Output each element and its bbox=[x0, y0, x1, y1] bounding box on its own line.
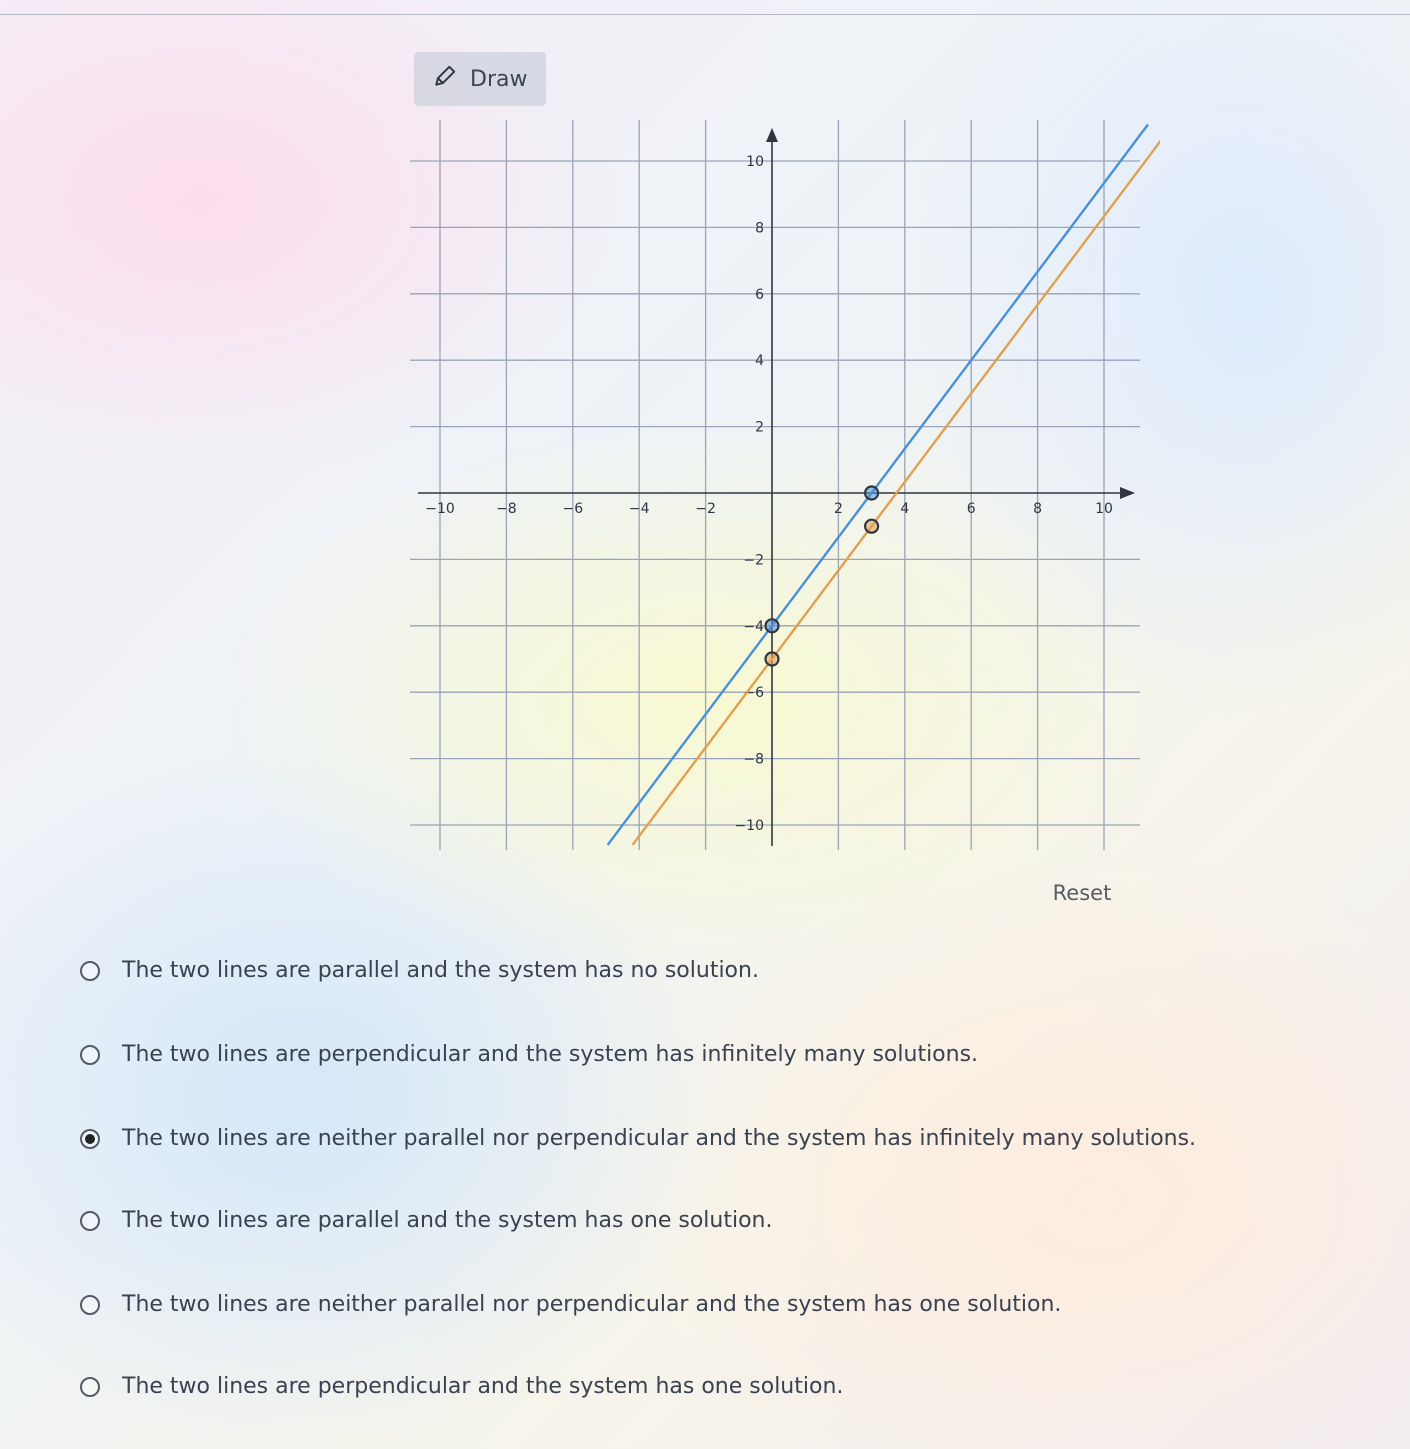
x-tick-label: 2 bbox=[833, 501, 843, 517]
axes bbox=[418, 128, 1135, 846]
x-tick-label: −4 bbox=[628, 501, 650, 517]
option-4[interactable] bbox=[80, 1208, 772, 1233]
reset-button[interactable]: Reset bbox=[1052, 881, 1112, 905]
option-6[interactable] bbox=[80, 1374, 843, 1399]
option-label: The two lines are neither parallel nor perpendicular and the system has infinitely many solutions. bbox=[122, 1126, 1197, 1151]
draw-button-label: Draw bbox=[470, 66, 528, 92]
y-axis-arrow bbox=[766, 128, 778, 142]
x-tick-label: −10 bbox=[425, 501, 455, 517]
option-1[interactable] bbox=[80, 958, 759, 983]
x-tick-label: 4 bbox=[900, 501, 910, 517]
line-point-handle[interactable] bbox=[766, 619, 779, 632]
line-point-handle[interactable] bbox=[865, 520, 878, 533]
y-tick-label: −4 bbox=[743, 618, 764, 635]
coordinate-graph[interactable] bbox=[400, 110, 1160, 860]
x-tick-label: −8 bbox=[496, 501, 517, 517]
graphed-line-2 bbox=[633, 124, 1160, 844]
graphed-lines bbox=[608, 124, 1160, 844]
draw-button[interactable] bbox=[414, 52, 546, 106]
x-tick-label: 8 bbox=[1033, 501, 1043, 517]
y-tick-label: 10 bbox=[746, 154, 764, 170]
option-label: The two lines are perpendicular and the system has infinitely many solutions. bbox=[122, 1042, 979, 1067]
option-label: The two lines are neither parallel nor perpendicular and the system has one solution. bbox=[122, 1292, 1062, 1317]
top-divider bbox=[0, 14, 1410, 15]
x-axis-arrow bbox=[1120, 487, 1135, 499]
y-tick-label: −8 bbox=[743, 751, 764, 768]
option-2[interactable] bbox=[80, 1042, 978, 1067]
radio-icon[interactable] bbox=[80, 1377, 100, 1397]
radio-icon[interactable] bbox=[80, 1211, 100, 1231]
x-tick-label: 10 bbox=[1095, 501, 1113, 517]
option-5[interactable] bbox=[80, 1292, 1061, 1317]
tick-labels bbox=[425, 154, 1113, 834]
y-tick-label: −6 bbox=[743, 685, 764, 702]
radio-selected-icon[interactable] bbox=[80, 1129, 100, 1149]
option-label: The two lines are parallel and the system has one solution. bbox=[122, 1208, 773, 1233]
line-points[interactable] bbox=[766, 487, 879, 666]
pencil-icon bbox=[432, 63, 458, 95]
y-tick-label: 8 bbox=[755, 220, 764, 237]
option-label: The two lines are perpendicular and the system has one solution. bbox=[122, 1374, 844, 1399]
grid bbox=[410, 120, 1140, 850]
y-tick-label: 4 bbox=[755, 353, 764, 370]
x-tick-label: −6 bbox=[562, 501, 584, 517]
radio-icon[interactable] bbox=[80, 1045, 100, 1065]
y-tick-label: −2 bbox=[743, 552, 764, 569]
y-tick-label: −10 bbox=[734, 818, 764, 834]
option-label: The two lines are parallel and the system has no solution. bbox=[122, 958, 759, 983]
option-3[interactable] bbox=[80, 1126, 1196, 1151]
y-tick-label: 6 bbox=[755, 286, 764, 303]
x-tick-label: 6 bbox=[966, 501, 976, 517]
line-point-handle[interactable] bbox=[766, 653, 779, 666]
radio-icon[interactable] bbox=[80, 961, 100, 981]
graphed-line-1 bbox=[608, 124, 1148, 844]
radio-icon[interactable] bbox=[80, 1295, 100, 1315]
line-point-handle[interactable] bbox=[865, 487, 878, 500]
y-tick-label: 2 bbox=[755, 419, 764, 436]
x-tick-label: −2 bbox=[695, 501, 716, 517]
